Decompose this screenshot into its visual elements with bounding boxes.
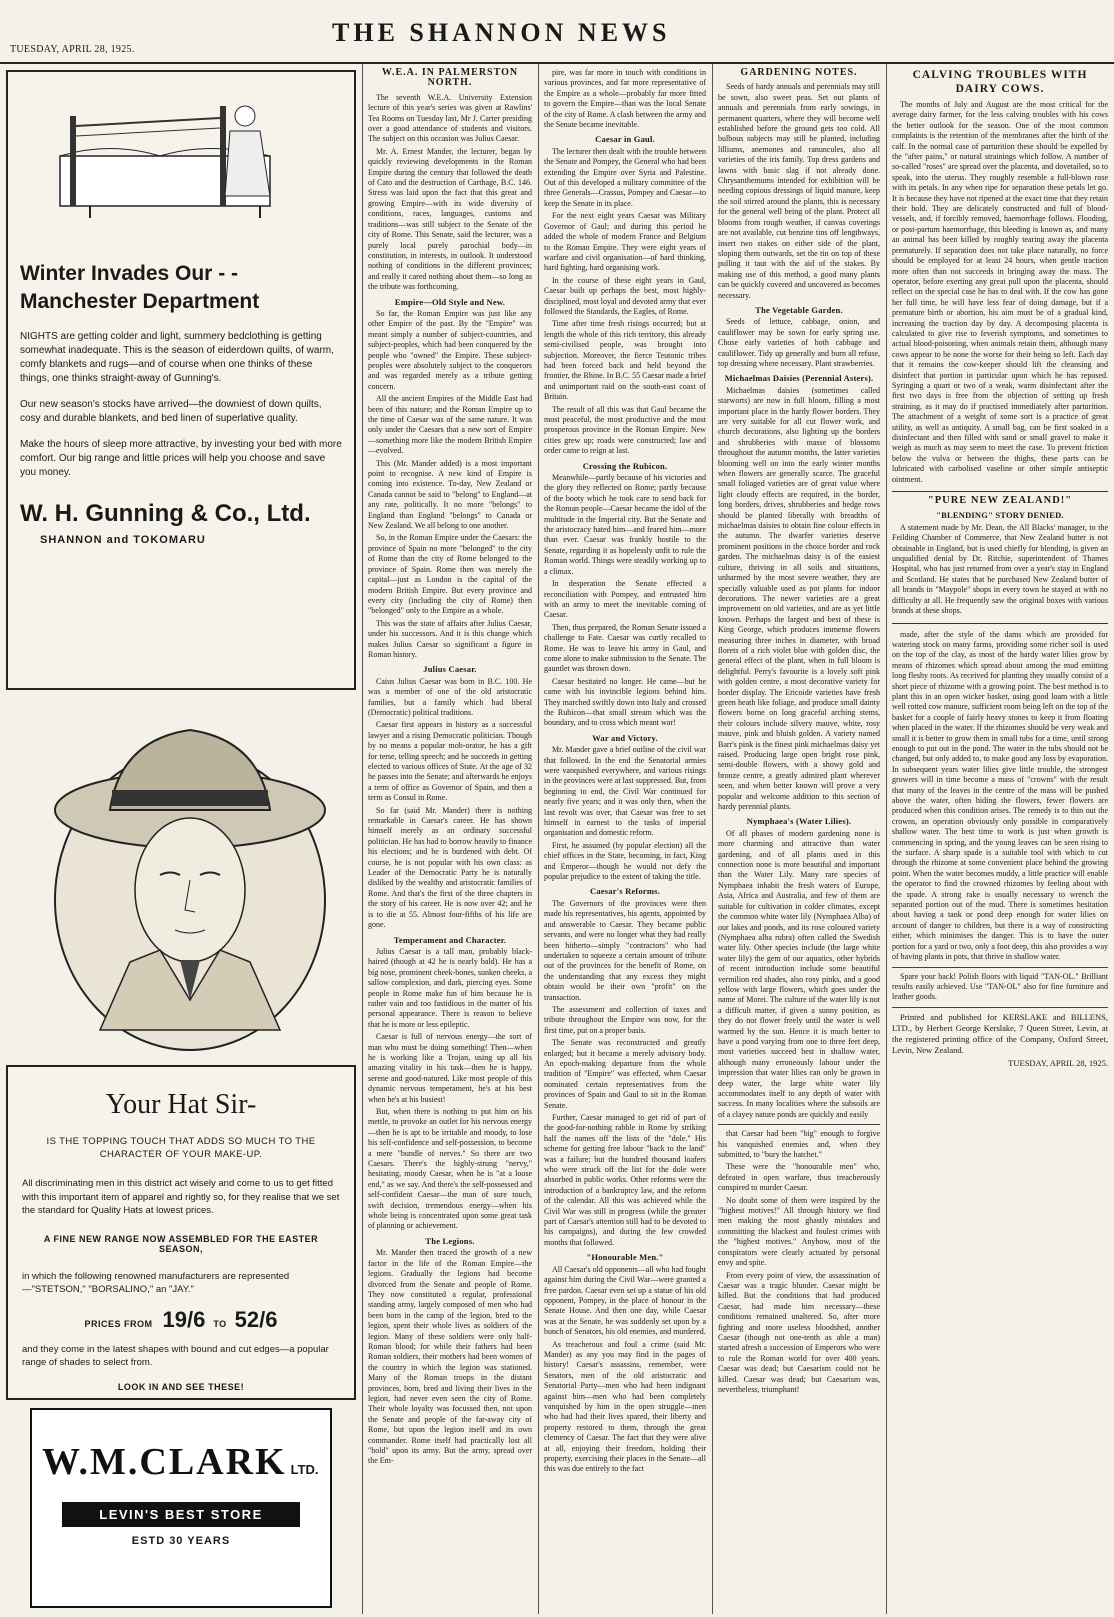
hat-ad-prices	[22, 1307, 340, 1333]
subheading: The Vegetable Garden.	[755, 304, 843, 315]
clark-ltd: LTD.	[290, 1462, 319, 1477]
column-divider	[712, 64, 713, 1614]
paragraph: Caesar is full of nervous energy—the sort of man who must be doing something! Then—when he is working like a Trojan, using up all his amazing vitality in his task—then he is happy, serene and good-natured. Like most people of this dynamic nervous temperament, he's at his best when he's at his busiest!	[368, 1032, 532, 1104]
paragraph: Then, thus prepared, the Roman Senate issued a challenge to Fate. Caesar was curtly recalled to Rome. He was to leave his army in Gaul, and come alone to make submission to the Senate. The gauntlet was thrown down.	[544, 622, 706, 674]
paragraph: All Caesar's old opponents—all who had fought against him during the Civil War—were granted a free pardon. Caesar even set up a statue of his old opponent, Pompey, in the place of honour in the Senate House. And then one day, while Caesar was at the Senate, he was suddenly set upon by a bunch of Senators, his old enemies, and murdered.	[544, 1264, 706, 1337]
paragraph: Mr. A. Ernest Mander, the lecturer, began by quickly reviewing developments in the Roman Empire during the century that followed the death of Cato and the destruction of Carthage, B.C. 146. Stress was laid upon the fact that this great and growing Empire—with its wide diversity of conditions, races, languages, customs and traditions—was still subject to the Senate of the city of Rome. This Senate, said the lecturer, was a purely local purely parochial body—in constitution, in interests, in outlook. It understood nothing of conditions in the different provinces; and really it cared nothing about them—so long as the tribute was forthcoming.	[368, 146, 532, 292]
paragraph: that Caesar had been "big" enough to forgive his vanquished enemies and, when they submitted, to "bury the hatchet."	[718, 1129, 880, 1160]
gunning-paragraph: NIGHTS are getting colder and light, summery bedclothing is getting somewhat inadequate. This is the season of eiderdown quilts, of warm, comfy blankets and rugs—and of course when one thinks of these things, one thinks straight-away of Gunning's.	[20, 331, 334, 384]
article-heading: W.E.A. IN PALMERSTON NORTH.	[381, 68, 519, 89]
gunning-locations: SHANNON and TOKOMARU	[40, 534, 206, 546]
subheading: "Honourable Men."	[586, 1252, 664, 1263]
paragraph: Of all phases of modern gardening none is more charming and attractive than water gardening, and of all plants used in this connection none is more beautiful and important than the Water Lily. Many rare species of Nymphaea inhabit the fresh waters of Europe, Asia, Africa and Australia, and few of them are suitable for cultivation in colder climates, except the common white water lily (Nymphaea Alba) of our lakes and ponds, and its rose coloured variety (Nymphaea alba rubra) often called the Swedish water lily. Other species include (the large white water lily) the gem of our aquatics, other hybrids of recent introduction include some beautiful vermilion red shades, also rosy pinks, and a good yellow with large flowers, which goes under the name of Morei. The culture of the water lily is not a difficult matter, if given a sunny position, as they do not flower freely until the water is well warmed by the sun. Hence it is much better to have a pond varying from one to three feet deep, most varieties succeed best in shallow water, although many erroneously labour under the impression that water lilies can only be grown in deep water, the large white water lily accommodates itself to any depth of water with success. In many localities where the subsoils are of a clayey nature ponds are quickly and easily	[718, 828, 880, 1119]
clark-name-row	[32, 1410, 330, 1484]
paragraph: This was the state of affairs after Julius Caesar, under his successors. And it is this change which makes Julius Caesar so significant a figure in Roman history.	[368, 618, 532, 659]
subheading: Temperament and Character.	[393, 934, 507, 945]
section-divider	[892, 1007, 1108, 1008]
paragraph: Further, Caesar managed to get rid of part of the good-for-nothing rabble in Rome by striking half the names off the lists of the "dole." His scheme for getting free labour "back to the land" was a failure; but the hundred thousand loafers who were struck off the list for the dole were absorbed in public works. Other reforms were the introduction of a bankruptcy law, and the reform of the calendar. All this was achieved while the Civil War was still in progress (while the greater part of Caesar's attention still had to be devoted to his campaigns), and during the few crowded months that followed.	[544, 1113, 706, 1247]
gunning-paragraph: Our new season's stocks have arrived—the downiest of down quilts, cosy and durable blankets, and bed linen of superlative quality.	[20, 399, 322, 424]
clark-logo	[30, 1408, 332, 1608]
paragraph: The assessment and collection of taxes and tribute throughout the Empire was now, for the first time, put on a proper basis.	[544, 1004, 706, 1035]
paragraph: So far, the Roman Empire was just like any other Empire of the past. By the "Empire" was meant simply a number of subject-countries, and subject-peoples, which had been conquered by the people who "owned" the Empire. These subject-peoples were absolutely subject to the conquerors and was regarded merely as a tribute getting concern.	[368, 308, 532, 391]
hat-ad-subtitle: IS THE TOPPING TOUCH THAT ADDS SO MUCH TO THE CHARACTER OF YOUR MAKE-UP.	[46, 1136, 316, 1160]
gunning-paragraph: Make the hours of sleep more attractive, by investing your bed with more comfort. Our big range and little prices will help you choose and save you money.	[20, 439, 342, 478]
section-divider	[892, 967, 1108, 968]
paragraph: As treacherous and foul a crime (said Mr. Mander) as any you may find in the pages of history! Caesar's assassins, remember, were Senators, men of the old aristocratic and Senatorial Party—men who had been indignant against him—men who had been completely vanquished by him in the open struggle—men who had had their lives spared, their liberty and property restored to them, through the great clemency of Caesar. The fact that they were alive at all, enjoying their freedom, holding their property, exercising their places in the Senate—all this was due entirely to the fact	[544, 1339, 706, 1474]
paragraph: These were the "honourable men" who, defeated in open warfare, thus treacherously conspired to murder Caesar.	[718, 1162, 880, 1193]
section-divider	[718, 1124, 880, 1125]
paragraph: In the course of these eight years in Gaul, Caesar built up perhaps the best, most highly-disciplined, most loyal and devoted army that ever followed the Standards, the Eagles, of Rome.	[544, 275, 706, 316]
paragraph: Mr. Mander then traced the growth of a new factor in the life of the Roman Empire—the legions. Gradually the legions had become divorced from the Senate and people of Rome. They now constituted a regular, professional standing army, largely composed of men who had been born in the camp of the legion, bred to the legion, spent their whole lives as soldiers of the legion. Many of these soldiers were only half-Roman blood; for while their fathers had been Roman soldiers, their mothers had been women of the country in which the legion was stationed. Many of the Roman troops in the distant provinces, born, bred and living their lives in the legion, had never even seen the city of Rome. Their whole loyalty was focussed then, not upon the Senate and people of the far-away city of Rome, but upon the legion itself and its own commander. Rome itself had practically lost all "hold" upon its army. But the army, spread over the Em-	[368, 1248, 532, 1466]
article-heading: CALVING TROUBLES WITH DAIRY COWS.	[912, 69, 1088, 95]
wea-article	[368, 68, 532, 1614]
hat-ad-cta: LOOK IN AND SEE THESE!	[117, 1381, 245, 1392]
paragraph: So far (said Mr. Mander) there is nothing remarkable in Caesar's career. He has shown himself merely as an ordinary successful politician. He has had to borrow heavily to finance his elections; and he is burdened with debt. Of course, he is not popular with his own class: as Leader of the Democratic Party he is naturally disliked by the wealthy and aristocratic families of Rome. And that's the first of the three chapters in the story of his career. He is now over 42; and he is to die at 55. Almost four-fifths of his life are gone.	[368, 805, 532, 930]
subheading: Julius Caesar.	[423, 664, 477, 675]
paragraph: Seeds of hardy annuals and perennials may still be sown, also sweet peas. Set out plants of annuals and perennials from early sowings, in permanent quarters, where they will become well established before the ground gets too cold. All bulbous subjects may still be planted, including lilliums, anemones and ranuncules, also all varieties of the iris family. Top dress gardens and lawns with basic slag if not already done. Chrysanthemums intended for exhibition will be needing copious dressings of liquid manure, keep the soil stirred around the plants, this is necessary for the general well being of the plant. Protect all blooms from rough weather, if canvas coverings are not available, cut benzine tins off lengthways, insert two stakes on either side of the plant, sloping them outwards, set the tin on top of these pulling it taut with the aid of the stakes. By making use of this method, a good many plants can be quickly covered and uncovered as becomes necessary.	[718, 82, 880, 300]
paragraph: Time after time fresh risings occurred; but at length the whole of this rich territory, this already semi-civilised people, was brought into subjection. Moreover, the fierce Teutonic tribes had been forced back and held beyond the frontier, the Rhine. In B.C. 55 Caesar made a brief and unimportant raid on the south-east coast of Britain.	[544, 319, 706, 402]
hat-ad-makers: in which the following renowned manufacturers are represented—"STETSON," "BORSALINO," an "JAY."	[22, 1270, 290, 1295]
price-to: 52/6	[234, 1306, 278, 1332]
clark-established: ESTD 30 YEARS	[131, 1535, 231, 1547]
printer-imprint: Printed and published for KERSLAKE and BILLENS, LTD., by Herbert George Kerslake, 7 Queen Street, Levin, at the registered printing office of the Company, Oxford Street, Levin, New Zealand.	[892, 1011, 1108, 1055]
paragraph: Caesar first appears in history as a successful lawyer and a rising Democratic politician. Though by no means a popular mob-orator, he has a gift for terse, telling speech; and he succeeds in getting elected to various offices of State. At the age of 32 he passes into the Senate; and afterwards he enjoys a term of office as Governor of Spain, and then a term as Consul in Rome.	[368, 720, 532, 803]
bed-illustration	[30, 86, 290, 226]
column-divider	[886, 64, 887, 1614]
hat-ad-body-2: and they come in the latest shapes with bound and cut edges—a popular range of shades to select from.	[22, 1343, 329, 1368]
subheading: War and Victory.	[592, 732, 658, 743]
calving-article	[892, 68, 1108, 1614]
subheading: Nymphaea's (Water Lilies).	[746, 816, 852, 827]
paragraph: Seeds of lettuce, cabbage, onion, and cauliflower may be sown for early spring use. Chose early varieties of both cabbage and cauliflower. Tidy up generally and burn all refuse, top dressing where necessary. Plant strawberries.	[718, 317, 880, 368]
paragraph: This (Mr. Mander added) is a most important point to recognise. A new kind of Empire is coming into existence. To-day, New Zealand or Canada cannot be said to "belong" to England—at any rate, politically. It no more "belongs" to England than England "belongs" to Canada or New Zealand. We all belong to one another.	[368, 458, 532, 531]
paragraph: No doubt some of them were inspired by the "highest motives!" All through history we find men making the most ghastly mistakes and committing the blackest and foulest crimes with the "highest motives." Anyhow, most of the conspirators were clearly actuated by personal envy and spite.	[718, 1195, 880, 1268]
newspaper-title: THE SHANNON NEWS	[332, 18, 671, 47]
column-divider	[362, 64, 363, 1614]
paragraph: The seventh W.E.A. University Extension lecture of this year's series was given at Rawlins' Tea Rooms on Tuesday last, Mr J. Carter presiding over a good attendance of students and visitors. The subject on this occasion was Julius Caesar.	[368, 92, 532, 144]
caesar-article-continued	[544, 68, 706, 1614]
price-separator: TO	[213, 1318, 227, 1329]
paragraph: The months of July and August are the most critical for the average dairy farmer, for the less calving troubles with his cows the better outlook for the season. One of the most common complaints is the retention of the membranes after the birth of the calf. In the normal case of parturition these should be expelled by the "after pains," or natural strainings which follow. A number of so-called "roses" are spread over the placenta, and dovetailed, so to speak, into the uterus. They roughly resemble a full-blown rose with its petals. In any when ripe for separation these petals let go. It is because they have not ripened at the exact time that they retain their hold. They are delicately constructed and full of blood-vessels, and, if forcibly removed, haemorrhage follows. Flooding, or post-partum haemorrhage, this bleeding is known as, and many an animal has been killed by roughly tearing away the placenta prematurely. If separation does not take place naturally, no force should be employed for at least 24 hours, when gentle traction more often than not succeeds in bringing away the mass. The operator, before exerting any great pull upon the placenta, should reflect on the special case he has to deal with. If the cow has gone her full time, he will have less fear of doing damage, but if a premature birth or abortion, his aim must be of a gradual kind, increasing the traction day by day. A decomposing placenta is calculated to give rise to feverish symptoms, and sometimes to actual blood-poisoning, when animals retain them, although many cows appear to be none the worse for their being so left. Each day that it remains the cow-keeper should lift the cleansing and disinfect that portion in particular upon which he has reposed. Syringing a quart or two of a weak, warm disinfectant after the first two days is free from the objection of setting up fresh straining, as it may do if practised immediately after parturition. The attachment of a weight of some sort is a practice of great utility, as well as antiquity. A small bag, can be first soaked in a disinfectant and then filled with sand or small gravel to make it weigh as much as may seem to meet the case. To prevent friction below the vulva or between the thighs, these parts can be lubricated with carbolised vaseline or other simple antiseptic ointment.	[892, 100, 1108, 484]
hat-ad-body: All discriminating men in this district act wisely and come to us to get fitted with this important item of apparel and rightly so, for they realise that we set the standard for Quality Hats at lowest prices.	[22, 1178, 340, 1216]
subheading: Empire—Old Style and New.	[394, 296, 506, 307]
imprint-date: TUESDAY, APRIL 28, 1925.	[1008, 1057, 1108, 1068]
article-heading: "PURE NEW ZEALAND!"	[927, 495, 1073, 507]
tan-ol-notice: Spare your back! Polish floors with liquid "TAN-OL." Brilliant results easily achieved. Use "TAN-OL" also for fine furniture and leather goods.	[892, 971, 1108, 1002]
subheading: Michaelmas Daisies (Perennial Asters).	[724, 373, 874, 384]
gardening-notes-article	[718, 68, 880, 1614]
gunning-advertisement	[6, 70, 356, 690]
paragraph: So, in the Roman Empire under the Caesars: the province of Spain no more "belonged" to the city of Rome than the city of Rome belonged to the province of Spain. Rome then was merely the capital—just as London is the capital of the modern British Empire. But every province and every city (including the city of Rome) then "belonged" only to the Empire as a whole.	[368, 533, 532, 616]
clark-name: W.M.CLARK	[42, 1441, 287, 1483]
paragraph: pire, was far more in touch with conditions in various provinces, and far more representative of the Empire as a whole—probably far more fitted to govern the Empire—than was the local Senate of the city of Rome. A clash between the army and the Senate became inevitable.	[544, 68, 706, 130]
price-from: 19/6	[162, 1306, 206, 1332]
gunning-firm-name: W. H. Gunning & Co., Ltd.	[20, 500, 311, 527]
paragraph: A statement made by Mr. Dean, the All Blacks' manager, to the Feilding Chamber of Commerce, that New Zealand butter is not obtainable in England, but is used chiefly for blending, is given an unqualified denial by Dr. Ritchie, superintendent of Thames Hospital, who has just returned from over a year's stay in England and Scotland. He states that he purchased New Zealand butter of all brands in "Maypole" shops in every town he stayed at with no difficulty at all. He frequently saw the original boxes with various brands at these shops.	[892, 522, 1108, 616]
clark-banner: LEVIN'S BEST STORE	[62, 1502, 300, 1527]
gunning-headline: Winter Invades Our - - Manchester Department	[20, 262, 260, 313]
hat-portrait-illustration	[40, 700, 340, 1060]
paragraph: All the ancient Empires of the Middle East had been of this nature; and the Roman Empire up to the time of Caesar was of the same nature. It was only under the Caesars that a new sort of Empire—something more like the modern British Empire—evolved.	[368, 394, 532, 456]
paragraph: But, when there is nothing to put him on his mettle, to provoke an outlet for his nervous energy—then he is apt to be irritable and moody, to lose his self-confidence and self-possession, to become a mere "bundle of nerves." So there are two Caesars. There's the highly-strung "nervy," hesitating, moody Caesar, when he is "at a loose end," as we say. And there's the self-possessed and self-confident Caesar—the man of sure touch, swift decision, tremendous energy—when his whole being is concentrated upon some great task of planning or achievement.	[368, 1107, 532, 1231]
paragraph: First, he assumed (by popular election) all the chief offices in the State, becoming, in fact, King and Emperor—though he would not defy the popular prejudice to the extent of taking the title.	[544, 840, 706, 882]
issue-date: TUESDAY, APRIL 28, 1925.	[10, 44, 135, 55]
subheading: Caesar in Gaul.	[595, 134, 655, 145]
paragraph: In desperation the Senate effected a reconciliation with Pompey, and entrusted him with an army to meet the inevitable coming of Caesar.	[544, 579, 706, 620]
paragraph: For the next eight years Caesar was Military Governor of Gaul; and during this period he added the whole of modern France and Belgium to the Roman Empire. They were eight years of warfare and civil organisation—of hard thinking, hard fighting, hard organising work.	[544, 211, 706, 273]
hat-ad-range: A FINE NEW RANGE NOW ASSEMBLED FOR THE EASTER SEASON,	[43, 1233, 319, 1254]
paragraph: From every point of view, the assassination of Caesar was a tragic blunder. Caesar might be killed. But the conditions that had produced Caesar, had made him necessary—these conditions remained unaltered. So, after more fighting and more useless bloodshed, another Caesar (though not one-tenth as able a man) started afresh a succession of Emperors who were to rule the Roman world for over 400 years. Caesar was dead; but Caesarism could not be killed. Caesar was dead; but Caesarism was, nevertheless, triumphant!	[718, 1270, 880, 1394]
paragraph: The Senate was reconstructed and greatly enlarged; but it became a merely advisory body. An epoch-making departure from the whole tradition of "Empire" was effected, when Caesar nominated certain representatives from the provinces of Spain and Gaul to sit in the Roman Senate.	[544, 1038, 706, 1110]
paragraph: The lecturer then dealt with the trouble between the Senate and Pompey, the General who had been extending the Empire over Syria and Palestine. Out of this developed a military committee of the three Generals—Crassus, Pompey and Caesar—to keep the Senate in its place.	[544, 146, 706, 208]
paragraph: Caesar hesitated no longer. He came—but he came with his invincible legions behind him. They marched swiftly down into Italy and crossed the Rubicon—that small stream which was the boundary, and to cross which meant war!	[544, 676, 706, 728]
hat-ad-title: Your Hat Sir-	[105, 1089, 257, 1120]
paragraph: The Governors of the provinces were then made his representatives, his agents, appointed by and answerable to Caesar. They became public servants, and were no longer what they had really been hitherto—simply "contractors" who had undertaken to squeeze a certain amount of tribute out of the provinces for the benefit of Rome, on the understanding that any excess they might obtain would be their own "profit" on the transaction.	[544, 898, 706, 1002]
pure-new-zealand-article	[892, 491, 1108, 623]
paragraph: made, after the style of the dams which are provided for watering stock on many farms, providing some richer soil is used on the top of the clay, as most of the hardy water lilies grow by means of rhizomes which spread about among the mud emitting long fleshy roots. As received for planting they usually consist of a short piece of rhizome with a growing point. The best method is to plant this in an open wicker basket, using good loam with a little well rotted cow manure, sufficient room being left on the top of the basket for a couple of fairly heavy stones to keep it from floating when placed in the water. If the rhizomes should be very weak and small it is better to grow them in small tubs for a time, until strong enough to put out in the pond. The water in the tubs should not be changed, but only added to, to make good any loss by evaporation. In subsequent years water lilies give little trouble, the strongest growers will in time become a mass of "crowns" with the result that many of the leaves in the centre of the mass will be pushed above the water, often hiding the flowers, fewer flowers are produced when this condition arises. The remedy is to thin out the crowns, an operation obviously only possible in comparatively shallow water. The best time to work is just when growth is commencing in spring, and the young leaves can be seen rising to the surface. A sharp spade is a suitable tool with which to cut through the rhizome at some convenient place behind the growing point. When the water becomes muddy, a little practice will enable the operator to find the crowned rhizomes by feeling about with the spade. A strong rake is usually necessary to wrench the separated portion out of the mud. There is sometimes hesitation about having a tank or pond deep enough for water lilies on account of danger to children, but there is a way of constructing either, which minimises the danger. This is to have the outer portion for a yard or two, only a foot deep, this also provides a way of having plants in pots, that thrive in shallow water.	[892, 629, 1108, 962]
subheading: "BLENDING" STORY DENIED.	[936, 510, 1064, 521]
paragraph: Mr. Mander gave a brief outline of the civil war that followed. In the end the Senatorial armies were vanquished everywhere, and various risings in the provinces were at last suppressed. But, from beginning to end, the Civil War continued for nearly five years; and it was only then, when the last revolt was over, that Caesar was free to set himself in earnest to the tasks of imperial organisation and domestic reform.	[544, 745, 706, 838]
masthead-rule	[0, 62, 1114, 64]
hat-advertisement	[6, 1065, 356, 1400]
paragraph: Julius Caesar is a tall man, probably black-haired (though at 42 he is nearly bald). He has a big nose, prominent cheek-bones, sunken cheeks, a sallow complexion, and dark, piercing eyes. Some people in Rome make fun of him because he is rather vain and too fastidious in the matter of his personal appearance. There is reason to believe that he is more or less epileptic.	[368, 946, 532, 1029]
subheading: Caesar's Reforms.	[590, 886, 660, 897]
paragraph: The result of all this was that Gaul became the most peaceful, the most productive and the most prosperous province in the Roman Empire. New cities grew up; roads were constructed; law and order came to reign at last.	[544, 404, 706, 456]
article-heading: GARDENING NOTES.	[740, 68, 858, 78]
paragraph: Michaelmas daisies (sometimes called starworts) are now in full bloom, filling a most important place in the hardy flower borders. They are very suitable for all cut flower work, and church decorations, also lighting up the borders and shrubberies with masse of blossoms throughout the autumn months, the latter varieties blooming well on into the early winter months when flowers are generally scarce. The graceful small foliaged varieties are of great value where light cloudy effects are required, in the border, long borders, drives, shrubberies and hedge rows should be planted liberally with breadths of michaelmas daisies to obtain fine colour effects in the autumn. The dwarfer varieties deserve prominent positions in the choice border and rock garden. The michaelmas daisy is of the easiest culture, thriving in all soils and situations, unharmed by the most severe weather, they are specially valuable used as pot plants for indoor decorations. The newer varieties are a great improvement on old varieties, and are as yet little known. Perhaps the largest and best of these is King George, which produces immense flowers measuring three inches in diameter, with broad florets of a rich violet blue with golden disc, the general effect of the plant, when in full bloom is delightful. Perry's favourite is a lovely soft pink with golden centre, a most decorative variety for border display. The Ericoide varieties have fresh green heath like foliage, and produce small dainty flowers borne on long graceful arching stems, their colours include silvery mauve, white, rosy mauve, pink and bluish golden. A variety named Barr's pink is the finest pink michaelmas daisy yet raised. Producing large open bright rose pink, semi-double flowers, with a showy gold and bronze centre, a greatly admired plant wherever seen, and when better known will prove a very popular and welcome addition to this section of hardy perennial plants.	[718, 385, 880, 812]
subheading: Crossing the Rubicon.	[582, 460, 668, 471]
subheading: The Legions.	[425, 1235, 475, 1246]
prices-label: PRICES FROM	[84, 1318, 153, 1329]
paragraph: Caius Julius Caesar was born in B.C. 100. He was a member of one of the old aristocratic families, but a family which had liberal (Democratic) political traditions.	[368, 676, 532, 717]
column-divider	[538, 64, 539, 1614]
paragraph: Meanwhile—partly because of his victories and the glory they reflected on Rome; partly because of the booty which he took care to send back for the Roman people—Caesar became the idol of the multitude in the Imperial city. But the Senate and the aristocracy hated him—and feared him—more than ever. Caesar was frankly hostile to the Senate, regarding it as hopelessly unfit to rule the Roman world. Things were steadily working up to a climax.	[544, 473, 706, 576]
